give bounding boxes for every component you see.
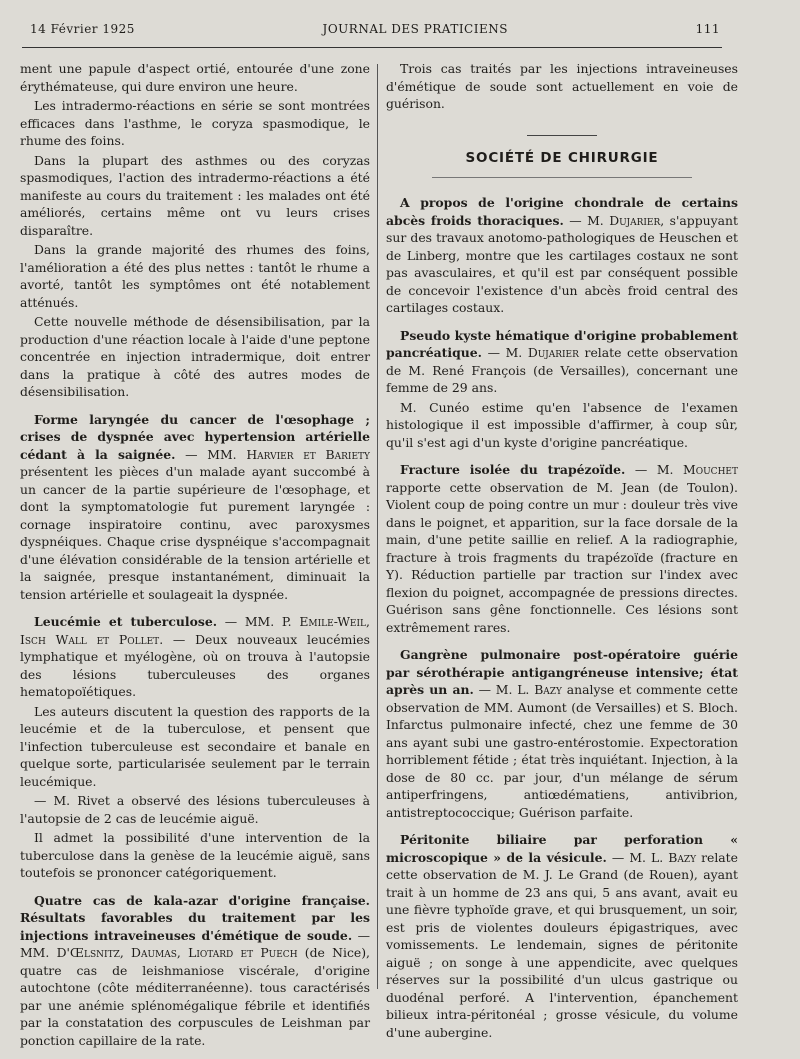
article-title: Gangrène pulmonaire post-opératoire guérie par sérothérapie antigangréneuse intensive; état après un an. [386, 647, 738, 697]
separator-rule [527, 135, 597, 136]
article-body: , s'appuyant sur des travaux anotomo-pathologiques de Heuschen et de Linberg, montre que les cartilages costaux ne sont pas avasculaires, et qu'il est par conséquent possible de concevoir l'existence d'un abcès froid central des cartilages costaux. [386, 212, 738, 315]
header-rule [22, 47, 722, 48]
paragraph [386, 399, 738, 452]
article-entry [386, 646, 738, 821]
paragraph [20, 829, 370, 882]
article-authors: Bazy [668, 849, 697, 865]
paragraph-text: ment une papule d'aspect ortié, entourée d'une zone érythémateuse, qui dure environ une heure. [20, 61, 370, 94]
article-body: présentent les pièces d'un malade ayant succombé à un cancer de la partie supérieure de l'œsophage, et dont la symptomatologie fut purement laryngée : cornage inspiratoire continu, avec paroxysmes dyspnéiques. Chaque crise dyspnéique s'accompagnait d'une élévation considérable de la tension artérielle et la saignée, presque instantanément, diminuait la tension artérielle et soulageait la dyspnée. [20, 464, 370, 602]
article-body: relate cette observation de M. J. Le Grand (de Rouen), ayant trait à un homme de 23 ans qui, 5 ans avant, avait eu une fièvre typhoïde grave, et qui brusquement, un soir, est pris de violentes douleurs épigastriques, avec vomissements. Le lendemain, signes de péritonite aiguë ; on songe à une appendicite, avec quelques réserves sur la possibilité d'un ulcus gastrique ou duodénal perforé. A l'intervention, épanchement bilieux intra-péritonéal ; grosse vésicule, du volume d'une aubergine. [386, 849, 738, 1040]
column-divider [377, 64, 378, 989]
paragraph-text: Cette nouvelle méthode de désensibilisation, par la production d'une réaction locale à l'aide d'une peptone concentrée en injection intradermique, doit entrer dans la pratique à côté des autres modes de désensibilisation. [20, 314, 370, 399]
paragraph-text: Dans la plupart des asthmes ou des coryzas spasmodiques, l'action des intradermo-réactions a été manifeste au cours du traitement : les malades ont été améliorés, certains même ont vu leurs crises disparaître. [20, 152, 370, 238]
article-entry [20, 411, 370, 604]
article-body: relate cette observation de M. René François (de Versailles), concernant une femme de 29 ans. [386, 345, 738, 395]
article-entry [386, 327, 738, 397]
intro-paragraph: Trois cas traités par les injections intraveineuses d'émétique de soude sont actuellement en voie de guérison. [386, 61, 738, 111]
article-title: Fracture isolée du trapézoïde. [400, 462, 626, 477]
article-dash: — M. L. [606, 849, 669, 865]
right-column-body [386, 194, 738, 1041]
header-page-number: 111 [695, 22, 720, 36]
section-heading: SOCIÉTÉ DE CHIRURGIE [465, 149, 659, 166]
left-column [20, 60, 370, 1051]
article-authors: Bazy [534, 682, 562, 697]
article-title: Quatre cas de kala-azar d'origine française. Résultats favorables du traitement par les injections intraveineuses d'émétique de soude. [20, 892, 370, 943]
article-body: rapporte cette observation de M. Jean (de Toulon). Violent coup de poing contre un mur : douleur très vive dans le poignet, et apparition, sur la face dorsale de la main, d'une petite saillie en relief. A la radiographie, fracture à trois fragments du trapézoïde (fracture en Y). Réduction partielle par traction sur l'index avec flexion du poignet, accompagnée de pressions directes. Guérison sans gêne fonctionnelle. Ces lésions sont extrêmement rares. [386, 479, 738, 635]
article-title: A propos de l'origine chondrale de certains abcès froids thoraciques. [386, 195, 738, 228]
paragraph [20, 792, 370, 827]
article-title: Leucémie et tuberculose. [34, 614, 218, 629]
paragraph-text: Les auteurs discutent la question des rapports de la leucémie et de la tuberculose, et pensent que l'infection tuberculeuse est secondaire et banale en quelque sorte, particularisée seulement par le terrain leucémique. [20, 703, 370, 789]
paragraph [20, 313, 370, 401]
right-column [386, 60, 738, 1043]
article-entry [386, 831, 738, 1041]
article-title: Forme laryngée du cancer de l'œsophage ; crises de dyspnée avec hypertension artérielle cédant à la saignée. [20, 411, 370, 462]
article-title: Pseudo kyste hématique d'origine probablement pancréatique. [386, 327, 738, 360]
article-authors: Dujarier [527, 345, 579, 360]
article-entry [20, 892, 370, 1050]
paragraph-text: — M. Rivet a observé des lésions tuberculeuses à l'autopsie de 2 cas de leucémie aiguë. [20, 793, 370, 826]
article-dash: — MM. [20, 927, 370, 960]
article-dash: — M. L. [473, 682, 535, 697]
article-dash: — M. [625, 462, 684, 477]
paragraph-text: Il admet la possibilité d'une intervention de la tuberculose dans la genèse de la leucémie aiguë, sans toutefois se prononcer catégoriquement. [20, 830, 370, 880]
article-body: (de Nice), quatre cas de leishmaniose viscérale, d'origine autochtone (côte méditerranéenne). tous caractérisés par une anémie splénomégalique fébrile et identifiés par la constatation des corpuscules de Leishman par ponction capillaire de la rate. [20, 945, 370, 1048]
article-authors: Harvier et Bariety [246, 446, 370, 462]
article-entry [386, 461, 738, 636]
article-title: Péritonite biliaire par perforation « microscopique » de la vésicule. [386, 832, 738, 865]
article-dash: — MM. [175, 446, 247, 462]
paragraph-text: M. Cunéo estime qu'en l'absence de l'examen histologique il est impossible d'affirmer, à coup sûr, qu'il s'est agi d'un kyste d'origine pancréatique. [386, 399, 738, 450]
article-entry [20, 613, 370, 701]
running-header [30, 22, 720, 36]
section-underline [432, 177, 692, 178]
article-authors: Mouchet [683, 462, 738, 477]
paragraph-text: Les intradermo-réactions en série se sont montrées efficaces dans l'asthme, le coryza spasmodique, le rhume des foins. [20, 98, 370, 148]
article-dash: — M. [482, 345, 528, 360]
paragraph-text: Dans la grande majorité des rhumes des foins, l'amélioration a été des plus nettes : tantôt le rhume a avorté, tantôt les symptômes ont été notablement atténués. [20, 242, 370, 310]
article-body: . — Deux nouveaux leucémies lymphatique et myélogène, où on trouva à l'autopsie des lésions tuberculeuses des organes hematopoïétiques. [20, 631, 370, 699]
paragraph [20, 60, 370, 95]
article-body: analyse et commente cette observation de MM. Aumont (de Versailles) et S. Bloch. Infarctus pulmonaire infecté, chez une femme de 30 ans ayant subi une gastro-entérostomie. Expectoration horriblement fétide ; état très inquiétant. Injection, à la dose de 80 cc. par jour, d'un mélange de sérum antiperfringens, antiœdématiens, antivibrion, antistreptococcique; Guérison parfaite. [386, 682, 738, 820]
article-authors: D'Œlsnitz, Daumas, Liotard et Puech [56, 945, 298, 960]
article-authors: Dujarier [609, 212, 661, 228]
article-authors: Emile-Weil, Isch Wall et Pollet [20, 614, 370, 647]
paragraph [20, 97, 370, 150]
paragraph [20, 241, 370, 311]
article-dash: — MM. P. [217, 614, 300, 629]
paragraph [20, 152, 370, 240]
header-date: 14 Février 1925 [30, 22, 135, 36]
article-entry [386, 194, 738, 317]
article-dash: — M. [563, 212, 610, 228]
header-journal-title: JOURNAL DES PRATICIENS [322, 22, 508, 36]
paragraph [20, 703, 370, 791]
